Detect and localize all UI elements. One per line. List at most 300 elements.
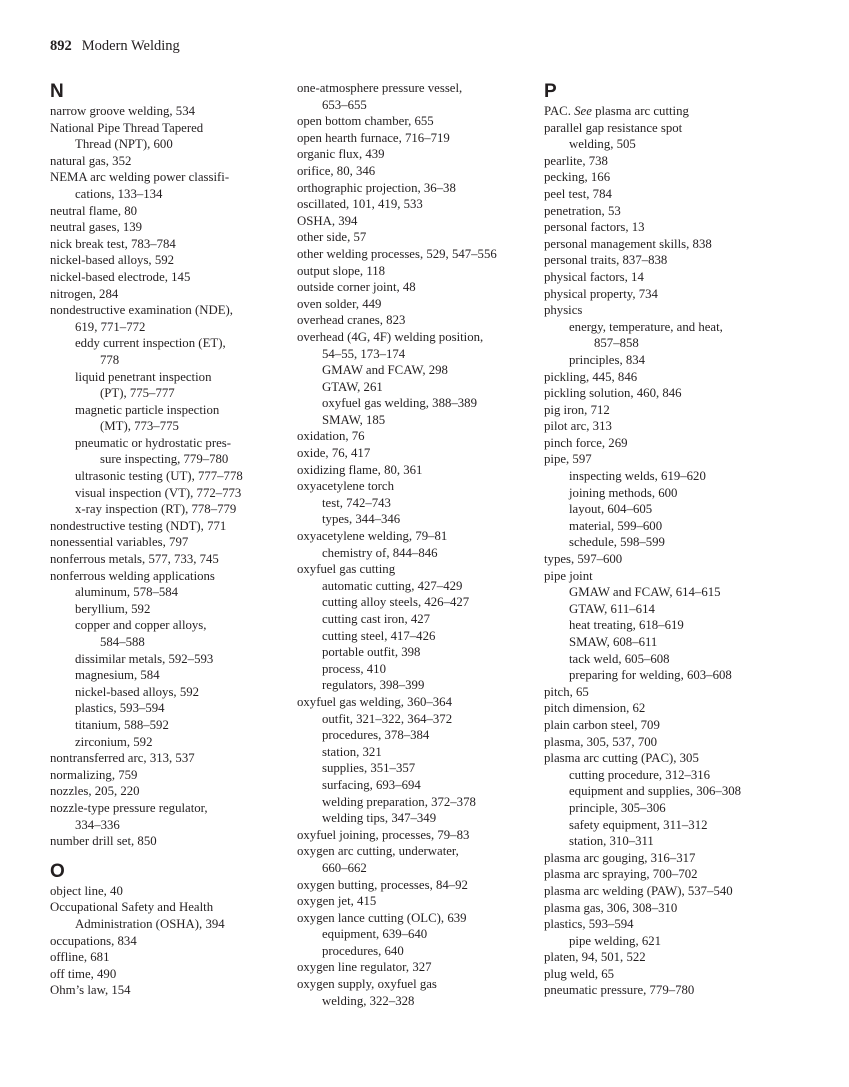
entry-text: other welding processes, 529, 547–556 bbox=[297, 246, 497, 261]
index-entry bbox=[544, 418, 776, 435]
entry-text: regulators, 398–399 bbox=[322, 678, 425, 693]
entry-text: principles, 834 bbox=[569, 352, 646, 367]
entry-text: oven solder, 449 bbox=[297, 296, 382, 311]
entry-text: neutral flame, 80 bbox=[50, 203, 138, 218]
index-entry bbox=[50, 286, 282, 303]
pac-prefix: PAC. bbox=[544, 104, 571, 118]
entry-text: (MT), 773–775 bbox=[100, 419, 179, 434]
entry-text: preparing for welding, 603–608 bbox=[569, 668, 732, 683]
entry-text: pipe, 597 bbox=[544, 452, 592, 467]
index-entry bbox=[297, 561, 529, 578]
index-entry bbox=[297, 877, 529, 894]
entry-text: 660–662 bbox=[322, 860, 367, 875]
index-subentry bbox=[297, 379, 529, 396]
entry-text: off time, 490 bbox=[50, 966, 117, 981]
index-subentry bbox=[544, 534, 776, 551]
entry-text: nozzles, 205, 220 bbox=[50, 784, 140, 799]
index-entry bbox=[297, 80, 529, 113]
index-entry bbox=[297, 478, 529, 495]
entry-text: chemistry of, 844–846 bbox=[322, 545, 438, 560]
index-entry bbox=[50, 750, 282, 767]
index-entry bbox=[297, 296, 529, 313]
entry-text: SMAW, 185 bbox=[322, 412, 386, 427]
index-subentry bbox=[544, 817, 776, 834]
entry-text: overhead (4G, 4F) welding position, bbox=[297, 329, 484, 344]
entry-text: energy, temperature, and heat, bbox=[569, 319, 723, 334]
entry-text: oxyfuel gas welding, 388–389 bbox=[322, 396, 477, 411]
index-entry bbox=[50, 203, 282, 220]
index-entry bbox=[50, 518, 282, 535]
index-subentry bbox=[297, 760, 529, 777]
entry-text: Occupational Safety and Health bbox=[50, 900, 214, 915]
entry-text: (PT), 775–777 bbox=[100, 386, 175, 401]
index-subentry bbox=[544, 634, 776, 651]
index-entry bbox=[297, 146, 529, 163]
index-subentry bbox=[50, 402, 282, 435]
entry-text: equipment, 639–640 bbox=[322, 927, 428, 942]
index-entry bbox=[50, 899, 282, 932]
entry-text: surfacing, 693–694 bbox=[322, 777, 421, 792]
index-list-p bbox=[544, 120, 776, 999]
entry-text: platen, 94, 501, 522 bbox=[544, 950, 646, 965]
index-entry bbox=[50, 120, 282, 153]
index-entry bbox=[50, 252, 282, 269]
index-entry bbox=[50, 534, 282, 551]
entry-text: oxide, 76, 417 bbox=[297, 446, 371, 461]
entry-text: open bottom chamber, 655 bbox=[297, 114, 434, 129]
index-column-3 bbox=[544, 80, 776, 999]
index-entry bbox=[297, 312, 529, 329]
index-entry bbox=[544, 402, 776, 419]
index-entry bbox=[50, 103, 282, 120]
entry-text: plasma gas, 306, 308–310 bbox=[544, 900, 678, 915]
index-subentry bbox=[297, 661, 529, 678]
see-reference: See bbox=[574, 104, 592, 118]
index-entry bbox=[544, 385, 776, 402]
entry-text: GMAW and FCAW, 298 bbox=[322, 363, 448, 378]
entry-text: 778 bbox=[100, 352, 120, 367]
entry-text: magnesium, 584 bbox=[75, 668, 160, 683]
entry-text: equipment and supplies, 306–308 bbox=[569, 784, 742, 799]
entry-text: oxyfuel joining, processes, 79–83 bbox=[297, 827, 470, 842]
entry-text: nitrogen, 284 bbox=[50, 286, 119, 301]
entry-text: object line, 40 bbox=[50, 883, 123, 898]
entry-text: nontransferred arc, 313, 537 bbox=[50, 751, 195, 766]
index-subentry bbox=[50, 617, 282, 650]
entry-text: narrow groove welding, 534 bbox=[50, 104, 195, 118]
index-subentry bbox=[297, 628, 529, 645]
entry-text: plain carbon steel, 709 bbox=[544, 717, 660, 732]
index-subentry bbox=[50, 684, 282, 701]
entry-text: orifice, 80, 346 bbox=[297, 163, 376, 178]
index-entry bbox=[544, 916, 776, 933]
entry-text: plug weld, 65 bbox=[544, 966, 615, 981]
index-subentry bbox=[297, 777, 529, 794]
index-entry bbox=[544, 551, 776, 568]
entry-text: personal traits, 837–838 bbox=[544, 253, 668, 268]
index-entry bbox=[544, 982, 776, 999]
index-entry bbox=[297, 694, 529, 711]
entry-text: physical factors, 14 bbox=[544, 269, 644, 284]
entry-text: visual inspection (VT), 772–773 bbox=[75, 485, 242, 500]
entry-text: National Pipe Thread Tapered bbox=[50, 120, 204, 135]
entry-text: station, 321 bbox=[322, 744, 382, 759]
index-subentry bbox=[297, 677, 529, 694]
index-entry bbox=[297, 130, 529, 147]
index-subentry bbox=[297, 926, 529, 943]
entry-text: physical property, 734 bbox=[544, 286, 658, 301]
index-subentry bbox=[544, 800, 776, 817]
index-subentry bbox=[297, 412, 529, 429]
index-entry bbox=[544, 302, 776, 319]
entry-text: material, 599–600 bbox=[569, 518, 663, 533]
index-entry bbox=[544, 219, 776, 236]
section-letter-o: O bbox=[50, 860, 65, 882]
entry-text: procedures, 378–384 bbox=[322, 728, 430, 743]
entry-text: outfit, 321–322, 364–372 bbox=[322, 711, 453, 726]
entry-text: oxygen line regulator, 327 bbox=[297, 960, 432, 975]
index-entry bbox=[544, 750, 776, 767]
entry-text: safety equipment, 311–312 bbox=[569, 817, 708, 832]
entry-text: normalizing, 759 bbox=[50, 767, 138, 782]
entry-text: overhead cranes, 823 bbox=[297, 313, 406, 328]
entry-text: 653–655 bbox=[322, 97, 367, 112]
index-subentry bbox=[50, 369, 282, 402]
entry-text: GTAW, 261 bbox=[322, 379, 383, 394]
index-entry bbox=[544, 684, 776, 701]
page-number: 892 bbox=[50, 38, 72, 54]
entry-text: oxygen lance cutting (OLC), 639 bbox=[297, 910, 467, 925]
entry-text: pearlite, 738 bbox=[544, 153, 608, 168]
index-subentry bbox=[544, 617, 776, 634]
index-subentry bbox=[544, 501, 776, 518]
entry-text: principle, 305–306 bbox=[569, 800, 666, 815]
entry-text: procedures, 640 bbox=[322, 943, 404, 958]
index-entry bbox=[297, 445, 529, 462]
index-entry bbox=[297, 959, 529, 976]
index-subentry bbox=[297, 495, 529, 512]
index-subentry bbox=[544, 833, 776, 850]
entry-text: nickel-based electrode, 145 bbox=[50, 269, 191, 284]
index-entry bbox=[544, 850, 776, 867]
entry-text: oxygen supply, oxyfuel gas bbox=[297, 977, 437, 992]
index-entry bbox=[50, 883, 282, 900]
index-subentry bbox=[544, 651, 776, 668]
entry-text: nozzle-type pressure regulator, bbox=[50, 800, 208, 815]
entry-text: pinch force, 269 bbox=[544, 435, 628, 450]
entry-text: one-atmosphere pressure vessel, bbox=[297, 81, 463, 95]
index-entry bbox=[544, 966, 776, 983]
index-subentry bbox=[297, 362, 529, 379]
index-entry bbox=[544, 236, 776, 253]
index-entry bbox=[50, 302, 282, 335]
entry-text: heat treating, 618–619 bbox=[569, 618, 684, 633]
entry-text: pipe joint bbox=[544, 568, 593, 583]
entry-text: cutting steel, 417–426 bbox=[322, 628, 436, 643]
entry-text: plasma arc spraying, 700–702 bbox=[544, 867, 698, 882]
index-subentry bbox=[297, 810, 529, 827]
index-entry bbox=[50, 800, 282, 833]
entry-text: station, 310–311 bbox=[569, 834, 654, 849]
entry-text: 584–588 bbox=[100, 635, 145, 649]
index-entry bbox=[544, 269, 776, 286]
entry-text: eddy current inspection (ET), bbox=[75, 336, 226, 351]
entry-text: Thread (NPT), 600 bbox=[75, 137, 173, 152]
entry-text: pig iron, 712 bbox=[544, 402, 610, 417]
entry-text: sure inspecting, 779–780 bbox=[100, 452, 229, 467]
index-entry bbox=[297, 910, 529, 927]
index-subentry bbox=[50, 335, 282, 368]
entry-text: occupations, 834 bbox=[50, 933, 137, 948]
index-entry bbox=[297, 246, 529, 263]
index-entry bbox=[297, 263, 529, 280]
entry-text: plasma arc welding (PAW), 537–540 bbox=[544, 883, 733, 898]
index-subentry bbox=[297, 943, 529, 960]
index-entry bbox=[297, 329, 529, 362]
entry-text: 857–858 bbox=[594, 336, 639, 351]
section-letter-n: N bbox=[50, 81, 64, 102]
entry-text: nondestructive examination (NDE), bbox=[50, 303, 234, 318]
entry-text: cutting cast iron, 427 bbox=[322, 612, 431, 626]
page-header bbox=[50, 38, 180, 55]
entry-text: pipe welding, 621 bbox=[569, 933, 662, 948]
index-entry bbox=[297, 976, 529, 1009]
index-entry bbox=[544, 700, 776, 717]
index-subentry bbox=[50, 601, 282, 618]
index-entry bbox=[544, 883, 776, 900]
entry-text: nickel-based alloys, 592 bbox=[50, 253, 175, 268]
index-entry bbox=[297, 213, 529, 230]
index-list-o-part2 bbox=[297, 80, 529, 1009]
index-entry bbox=[50, 982, 282, 999]
index-entry bbox=[50, 767, 282, 784]
entry-text: titanium, 588–592 bbox=[75, 717, 169, 732]
index-subentry bbox=[297, 727, 529, 744]
index-subentry bbox=[544, 767, 776, 784]
entry-text: GMAW and FCAW, 614–615 bbox=[569, 585, 721, 600]
entry-text: GTAW, 611–614 bbox=[569, 601, 655, 616]
entry-text: cutting alloy steels, 426–427 bbox=[322, 595, 470, 610]
index-entry bbox=[297, 163, 529, 180]
index-entry bbox=[50, 933, 282, 950]
index-entry-pac bbox=[544, 103, 776, 120]
entry-text: pecking, 166 bbox=[544, 170, 611, 185]
section-letter-p: P bbox=[544, 81, 557, 102]
index-entry bbox=[544, 203, 776, 220]
index-subentry bbox=[297, 578, 529, 595]
entry-text: welding preparation, 372–378 bbox=[322, 794, 476, 809]
index-entry bbox=[50, 833, 282, 850]
entry-text: pitch dimension, 62 bbox=[544, 701, 646, 716]
index-entry bbox=[544, 949, 776, 966]
index-entry bbox=[297, 843, 529, 876]
entry-text: oxygen butting, processes, 84–92 bbox=[297, 877, 468, 892]
index-entry bbox=[297, 229, 529, 246]
entry-text: supplies, 351–357 bbox=[322, 761, 416, 776]
entry-text: 619, 771–772 bbox=[75, 319, 146, 334]
entry-text: tack weld, 605–608 bbox=[569, 651, 670, 666]
entry-text: outside corner joint, 48 bbox=[297, 280, 416, 295]
entry-text: natural gas, 352 bbox=[50, 153, 132, 168]
entry-text: test, 742–743 bbox=[322, 495, 391, 510]
index-subentry bbox=[50, 700, 282, 717]
entry-text: x-ray inspection (RT), 778–779 bbox=[75, 502, 237, 517]
entry-text: process, 410 bbox=[322, 661, 386, 676]
entry-text: offline, 681 bbox=[50, 950, 110, 965]
entry-text: NEMA arc welding power classifi- bbox=[50, 170, 230, 185]
index-entry bbox=[544, 186, 776, 203]
entry-text: plasma arc gouging, 316–317 bbox=[544, 850, 696, 865]
index-subentry bbox=[297, 545, 529, 562]
entry-text: schedule, 598–599 bbox=[569, 535, 665, 550]
entry-text: types, 597–600 bbox=[544, 552, 623, 567]
entry-text: open hearth furnace, 716–719 bbox=[297, 130, 450, 145]
entry-text: penetration, 53 bbox=[544, 203, 621, 218]
entry-text: Ohm’s law, 154 bbox=[50, 983, 131, 998]
entry-text: nonferrous metals, 577, 733, 745 bbox=[50, 552, 219, 567]
index-subentry bbox=[297, 794, 529, 811]
index-entry bbox=[544, 120, 776, 153]
index-entry bbox=[544, 451, 776, 468]
index-entry bbox=[544, 369, 776, 386]
index-subentry bbox=[297, 611, 529, 628]
entry-text: Administration (OSHA), 394 bbox=[75, 916, 225, 931]
entry-text: oxyfuel gas cutting bbox=[297, 562, 396, 577]
index-column-1 bbox=[50, 80, 282, 999]
index-column-2 bbox=[297, 80, 529, 1009]
index-entry bbox=[297, 462, 529, 479]
index-entry bbox=[297, 180, 529, 197]
index-entry bbox=[297, 279, 529, 296]
pac-target: plasma arc cutting bbox=[595, 104, 689, 118]
entry-text: oxygen jet, 415 bbox=[297, 894, 377, 909]
entry-text: parallel gap resistance spot bbox=[544, 120, 683, 135]
entry-text: physics bbox=[544, 303, 583, 318]
index-subentry bbox=[50, 717, 282, 734]
index-entry bbox=[297, 893, 529, 910]
index-entry bbox=[544, 153, 776, 170]
index-subentry bbox=[50, 651, 282, 668]
entry-text: welding, 505 bbox=[569, 137, 636, 152]
entry-text: peel test, 784 bbox=[544, 186, 612, 201]
index-entry bbox=[544, 717, 776, 734]
index-entry bbox=[297, 528, 529, 545]
entry-text: number drill set, 850 bbox=[50, 834, 157, 849]
entry-text: 334–336 bbox=[75, 817, 120, 832]
index-entry bbox=[50, 568, 282, 585]
entry-text: aluminum, 578–584 bbox=[75, 585, 179, 600]
entry-text: OSHA, 394 bbox=[297, 213, 358, 228]
entry-text: neutral gases, 139 bbox=[50, 220, 143, 235]
book-title: Modern Welding bbox=[81, 38, 180, 54]
index-entry bbox=[297, 428, 529, 445]
index-subentry bbox=[544, 518, 776, 535]
index-entry bbox=[544, 866, 776, 883]
entry-text: organic flux, 439 bbox=[297, 147, 385, 162]
entry-text: liquid penetrant inspection bbox=[75, 369, 212, 384]
index-subentry bbox=[544, 783, 776, 800]
entry-text: pneumatic or hydrostatic pres- bbox=[75, 435, 231, 450]
entry-text: pilot arc, 313 bbox=[544, 419, 612, 434]
entry-text: inspecting welds, 619–620 bbox=[569, 469, 706, 484]
entry-text: personal factors, 13 bbox=[544, 220, 645, 235]
entry-text: cations, 133–134 bbox=[75, 186, 163, 201]
entry-text: types, 344–346 bbox=[322, 512, 401, 527]
entry-text: pneumatic pressure, 779–780 bbox=[544, 983, 695, 998]
entry-text: nonferrous welding applications bbox=[50, 568, 215, 583]
index-subentry bbox=[50, 435, 282, 468]
entry-text: plasma, 305, 537, 700 bbox=[544, 734, 658, 749]
entry-text: nick break test, 783–784 bbox=[50, 236, 176, 251]
index-entry bbox=[50, 966, 282, 983]
index-subentry bbox=[50, 667, 282, 684]
index-subentry bbox=[544, 468, 776, 485]
index-subentry bbox=[50, 734, 282, 751]
index-subentry bbox=[544, 319, 776, 352]
index-entry bbox=[544, 900, 776, 917]
entry-text: joining methods, 600 bbox=[569, 485, 678, 500]
entry-text: nonessential variables, 797 bbox=[50, 535, 189, 550]
entry-text: oxyacetylene torch bbox=[297, 479, 394, 494]
index-entry bbox=[297, 827, 529, 844]
entry-text: beryllium, 592 bbox=[75, 601, 151, 616]
index-subentry bbox=[297, 744, 529, 761]
index-subentry bbox=[297, 644, 529, 661]
index-entry bbox=[297, 196, 529, 213]
index-entry bbox=[50, 169, 282, 202]
index-subentry bbox=[297, 594, 529, 611]
index-list-o-part1 bbox=[50, 883, 282, 999]
entry-text: nickel-based alloys, 592 bbox=[75, 684, 200, 699]
index-subentry bbox=[297, 711, 529, 728]
index-entry bbox=[544, 734, 776, 751]
index-subentry bbox=[50, 501, 282, 518]
index-entry bbox=[50, 236, 282, 253]
index-entry bbox=[50, 269, 282, 286]
index-entry bbox=[297, 113, 529, 130]
entry-text: oscillated, 101, 419, 533 bbox=[297, 197, 423, 212]
entry-text: other side, 57 bbox=[297, 230, 367, 245]
entry-text: dissimilar metals, 592–593 bbox=[75, 651, 214, 666]
index-entry bbox=[50, 949, 282, 966]
entry-text: orthographic projection, 36–38 bbox=[297, 180, 456, 195]
entry-text: cutting procedure, 312–316 bbox=[569, 767, 711, 782]
entry-text: 54–55, 173–174 bbox=[322, 346, 406, 361]
entry-text: oxyacetylene welding, 79–81 bbox=[297, 529, 448, 544]
index-subentry bbox=[297, 395, 529, 412]
index-subentry bbox=[544, 352, 776, 369]
index-entry bbox=[50, 153, 282, 170]
index-entry bbox=[544, 252, 776, 269]
index-subentry bbox=[544, 584, 776, 601]
entry-text: pickling, 445, 846 bbox=[544, 369, 638, 384]
entry-text: automatic cutting, 427–429 bbox=[322, 578, 463, 593]
index-entry bbox=[50, 219, 282, 236]
index-subentry bbox=[544, 601, 776, 618]
entry-text: pitch, 65 bbox=[544, 684, 589, 699]
index-subentry bbox=[544, 667, 776, 684]
index-subentry bbox=[544, 485, 776, 502]
entry-text: personal management skills, 838 bbox=[544, 236, 712, 251]
entry-text: oxidation, 76 bbox=[297, 429, 365, 444]
index-entry bbox=[50, 551, 282, 568]
entry-text: nondestructive testing (NDT), 771 bbox=[50, 518, 227, 533]
entry-text: magnetic particle inspection bbox=[75, 402, 220, 417]
index-entry bbox=[544, 169, 776, 186]
entry-text: portable outfit, 398 bbox=[322, 645, 421, 660]
entry-text: plastics, 593–594 bbox=[544, 917, 634, 932]
index-entry bbox=[50, 783, 282, 800]
